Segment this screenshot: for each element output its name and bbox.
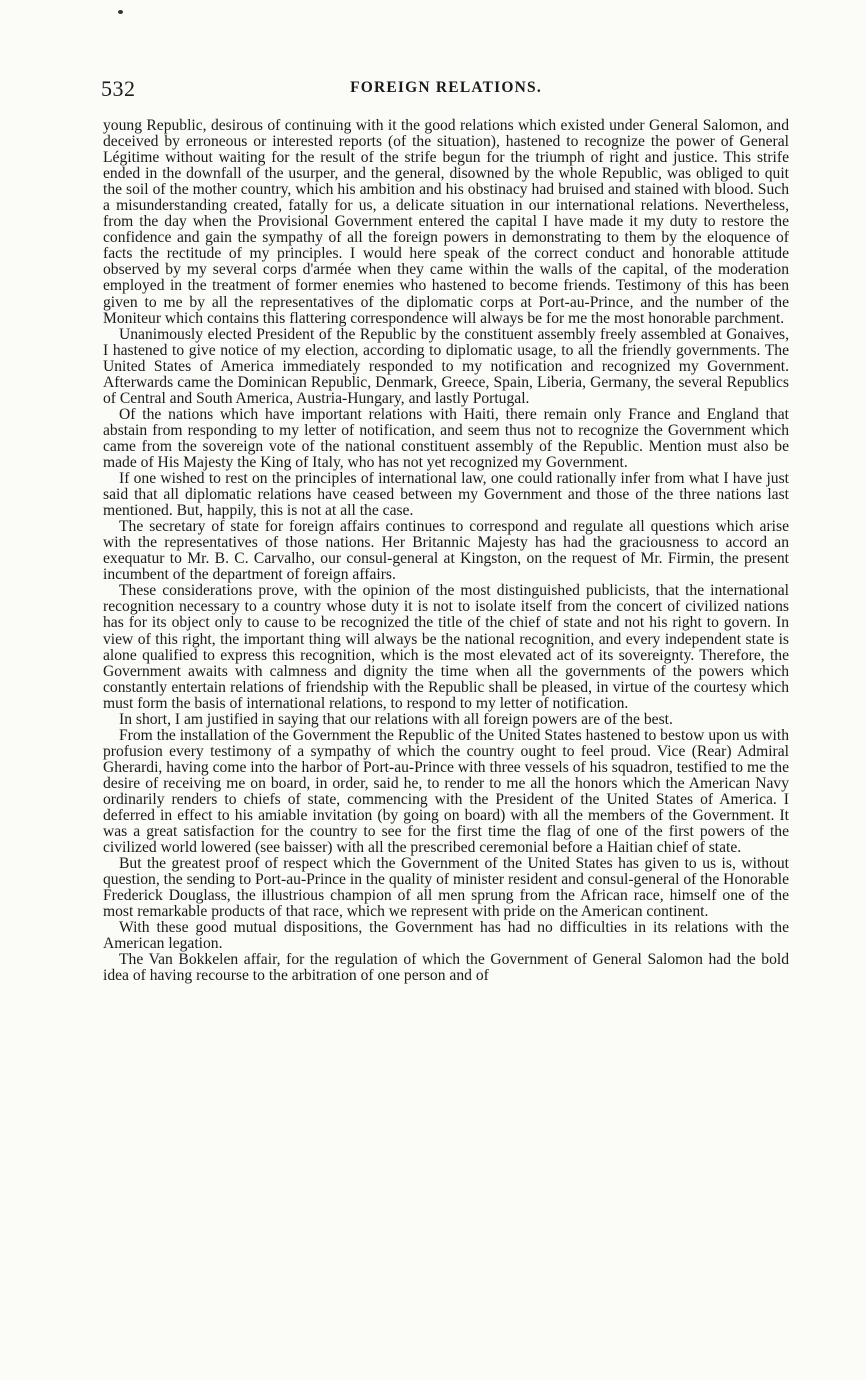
page-header: [101, 76, 791, 100]
print-speck: [118, 10, 123, 14]
body-text: [103, 118, 789, 985]
paragraph: But the greatest proof of respect which the Government of the United States has given to us is, without question, the sending to Port-au-Prince in the quality of minister resident and consul-general of the Honorable Frederick Douglass, the illustrious champion of all men sprung from the African race, himself one of the most remarkable products of that race, which we represent with pride on the American continent.: [103, 855, 789, 921]
paragraph: If one wished to rest on the principles of international law, one could rationally infer from what I have just said that all diplomatic relations have ceased between my Government and those of the three nations last mentioned. But, happily, this is not at all the case.: [103, 470, 789, 520]
paragraph: In short, I am justified in saying that our relations with all foreign powers are of the best.: [119, 710, 673, 728]
paragraph: From the installation of the Government the Republic of the United States hastened to bestow upon us with profusion every testimony of a sympathy of which the country ought to feel proud. Vice (Rear) Admiral Gherardi, having come into the harbor of Port-au-Prince with three vessels of his squadron, testified to me the desire of receiving me on board, in order, said he, to render to me all the honors which the American Navy ordinarily renders to chiefs of state, commencing with the President of the United States of America. I deferred in effect to his amiable invitation (by going on board) with all the members of the Government. It was a great satisfaction for the country to see for the first time the flag of one of the first powers of the civilized world lowered (see baisser) with all the prescribed ceremonial before a Haitian chief of state.: [103, 726, 789, 857]
paragraph: With these good mutual dispositions, the Government has had no difficulties in its relations with the American legation.: [103, 919, 789, 953]
paragraph: The Van Bokkelen affair, for the regulation of which the Government of General Salomon had the bold idea of having recourse to the arbitration of one person and of: [103, 951, 789, 985]
paragraph: The secretary of state for foreign affairs continues to correspond and regulate all questions which arise with the representatives of those nations. Her Britannic Majesty has had the graciousness to accord an exequatur to Mr. B. C. Carvalho, our consul-general at Kingston, on the request of Mr. Firmin, the present incumbent of the department of foreign affairs.: [103, 518, 789, 584]
paragraph: These considerations prove, with the opinion of the most distinguished publicists, that the international recognition necessary to a country whose duty it is not to isolate itself from the concert of civilized nations has for its object only to cause to be recognized the title of the chief of state and not his right to govern. In view of this right, the important thing will always be the national recognition, and every independent state is alone qualified to express this recognition, which is the most elevated act of its sovereignty. Therefore, the Government awaits with calmness and dignity the time when all the governments of the powers which constantly entertain relations of friendship with the Republic shall be pleased, in virtue of the courtesy which must form the basis of international relations, to respond to my letter of notification.: [103, 582, 789, 712]
running-title: FOREIGN RELATIONS.: [350, 79, 542, 96]
paragraph: Of the nations which have important relations with Haiti, there remain only France and England that abstain from responding to my letter of notification, and seem thus not to recognize the Government which came from the sovereign vote of the national constituent assembly of the Republic. Mention must also be made of His Majesty the King of Italy, who has not yet recognized my Government.: [103, 405, 789, 471]
paragraph-continued: young Republic, desirous of continuing with it the good relations which existed under General Salomon, and deceived by erroneous or interested reports (of the situation), hastened to recognize the power of General Légitime without waiting for the result of the strife begun for the triumph of right and justice. This strife ended in the downfall of the usurper, and the general, disowned by the whole Republic, was obliged to quit the soil of the mother country, which his ambition and his obstinacy had bruised and stained with blood. Such a misunderstanding created, fatally for us, a delicate situation in our international relations. Nevertheless, from the day when the Provisional Government entered the capital I have made it my duty to restore the confidence and gain the sympathy of all the foreign powers in demonstrating to them by the eloquence of facts the rectitude of my principles. I would here speak of the correct conduct and honorable attitude observed by my several corps d'armée when they came within the walls of the capital, of the moderation employed in the treatment of former enemies who hastened to become friends. Testimony of this has been given to me by all the representatives of the diplomatic corps at Port-au-Prince, and the number of the Moniteur which contains this flattering correspondence will always be for me the most honorable parchment.: [103, 117, 789, 327]
paragraph: Unanimously elected President of the Republic by the constituent assembly freely assembled at Gonaives, I hastened to give notice of my election, according to diplomatic usage, to all the friendly governments. The United States of America immediately responded to my notification and recognized my Government. Afterwards came the Dominican Republic, Denmark, Greece, Spain, Liberia, Germany, the several Republics of Central and South America, Austria-Hungary, and lastly Portugal.: [103, 325, 789, 407]
page-number: 532: [101, 76, 136, 101]
